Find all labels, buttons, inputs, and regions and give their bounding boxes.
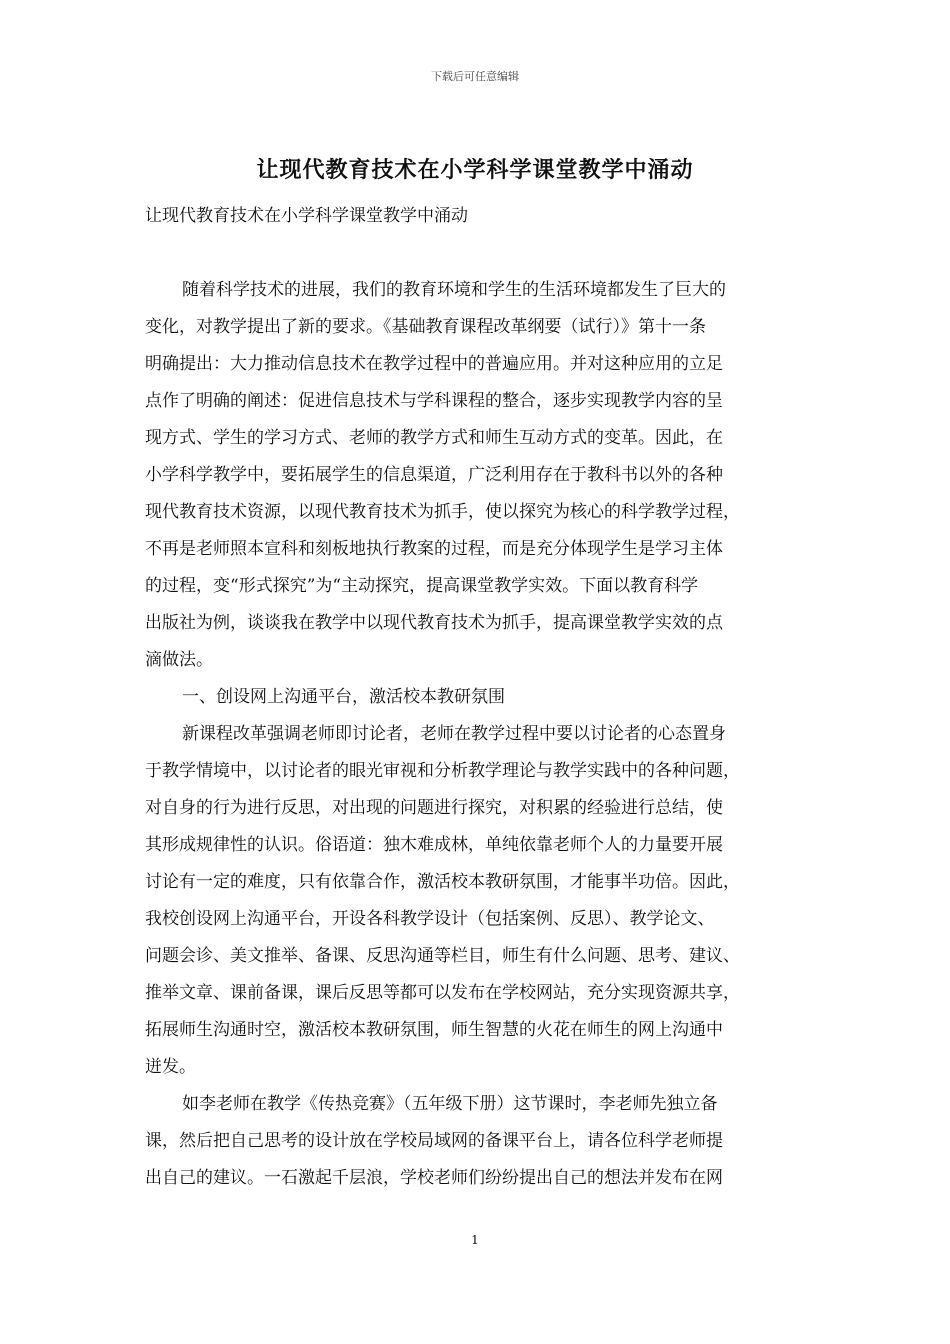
body-line: 小学科学教学中，要拓展学生的信息渠道，广泛利用存在于教科书以外的各种: [145, 465, 723, 485]
body-line: 随着科学技术的进展，我们的教育环境和学生的生活环境都发生了巨大的: [182, 280, 726, 300]
document-title: 让现代教育技术在小学科学课堂教学中涌动: [256, 157, 694, 183]
body-line: 迸发。: [145, 1057, 196, 1077]
page-header: 下载后可任意编辑: [431, 70, 519, 83]
body-line: 出自己的建议。一石激起千层浪，学校老师们纷纷提出自己的想法并发布在网: [145, 1168, 723, 1188]
body-line: 对自身的行为进行反思，对出现的问题进行探究，对积累的经验进行总结，使: [145, 798, 723, 818]
body-line: 问题会诊、美文推举、备课、反思沟通等栏目，师生有什么问题、思考、建议、: [145, 946, 740, 966]
document-subtitle: 让现代教育技术在小学科学课堂教学中涌动: [145, 206, 468, 226]
body-line: 出版社为例，谈谈我在教学中以现代教育技术为抓手，提高课堂教学实效的点: [145, 613, 723, 633]
body-line: 点作了明确的阐述：促进信息技术与学科课程的整合，逐步实现教学内容的呈: [145, 391, 723, 411]
body-line: 于教学情境中，以讨论者的眼光审视和分析教学理论与教学实践中的各种问题，: [145, 761, 740, 781]
page-number: 1: [471, 1233, 479, 1247]
body-line: 不再是老师照本宣科和刻板地执行教案的过程，而是充分体现学生是学习主体: [145, 539, 723, 559]
body-line: 变化，对教学提出了新的要求。《基础教育课程改革纲要（试行）》第十一条: [145, 317, 706, 337]
body-line: 现方式、学生的学习方式、老师的教学方式和师生互动方式的变革。因此，在: [145, 428, 723, 448]
body-line: 其形成规律性的认识。俗语道：独木难成林，单纯依靠老师个人的力量要开展: [145, 835, 723, 855]
body-line: 讨论有一定的难度，只有依靠合作，激活校本教研氛围，才能事半功倍。因此，: [145, 872, 740, 892]
body-line: 如李老师在教学《传热竞赛》（五年级下册）这节课时，李老师先独立备: [182, 1094, 718, 1114]
body-line: 明确提出：大力推动信息技术在教学过程中的普遍应用。并对这种应用的立足: [145, 354, 723, 374]
body-line: 课，然后把自己思考的设计放在学校局域网的备课平台上，请各位科学老师提: [145, 1131, 723, 1151]
body-line: 现代教育技术资源，以现代教育技术为抓手，使以探究为核心的科学教学过程，: [145, 502, 740, 522]
body-line: 拓展师生沟通时空，激活校本教研氛围，师生智慧的火花在师生的网上沟通中: [145, 1020, 723, 1040]
body-line: 的过程，变“形式探究”为“主动探究，提高课堂教学实效。下面以教育科学: [145, 576, 699, 596]
section-heading: 一、创设网上沟通平台，激活校本教研氛围: [182, 687, 505, 707]
document-body: [145, 272, 810, 1197]
body-line: 滴做法。: [145, 650, 213, 670]
body-line: 新课程改革强调老师即讨论者，老师在教学过程中要以讨论者的心态置身: [182, 724, 726, 744]
body-line: 我校创设网上沟通平台，开设各科教学设计（包括案例、反思）、教学论文、: [145, 909, 715, 929]
body-line: 推举文章、课前备课，课后反思等都可以发布在学校网站，充分实现资源共享，: [145, 983, 740, 1003]
